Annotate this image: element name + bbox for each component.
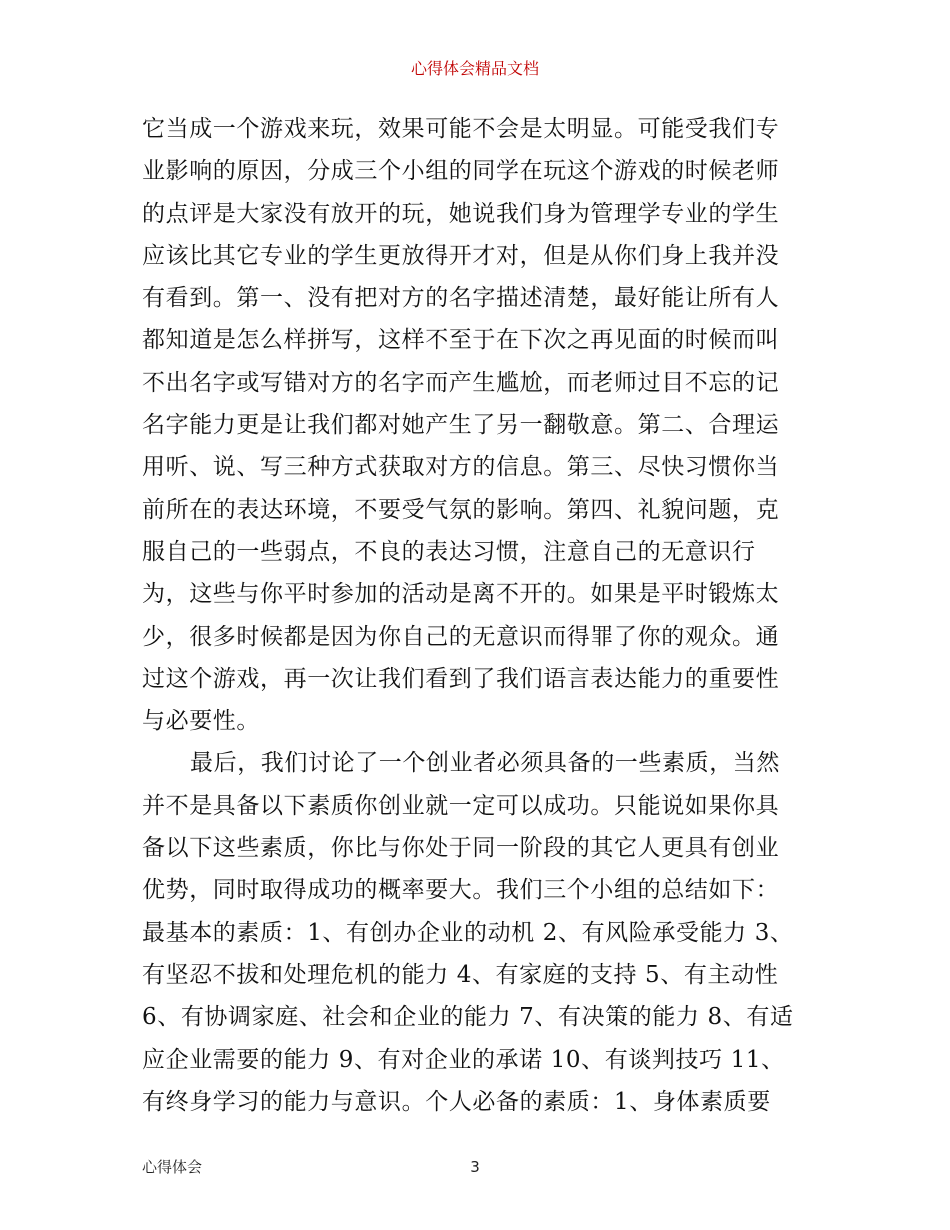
body-line: 与必要性。 <box>142 708 260 735</box>
body-line: 它当成一个游戏来玩，效果可能不会是太明显。可能受我们专 <box>142 116 780 142</box>
body-line: 少，很多时候都是因为你自己的无意识而得罪了你的观众。通 <box>142 623 780 650</box>
body-line: 服自己的一些弱点，不良的表达习惯，注意自己的无意识行 <box>142 538 756 565</box>
body-line: 不出名字或写错对方的名字而产生尴尬，而老师过目不忘的记 <box>142 369 780 396</box>
body-line: 6、有协调家庭、社会和企业的能力 7、有决策的能力 8、有适 <box>142 1004 794 1031</box>
body-line: 的点评是大家没有放开的玩，她说我们身为管理学专业的学生 <box>142 200 780 227</box>
body-line: 用听、说、写三种方式获取对方的信息。第三、尽快习惯你当 <box>142 454 780 481</box>
body-line: 应企业需要的能力 9、有对企业的承诺 10、有谈判技巧 11、 <box>142 1046 785 1073</box>
body-line: 有终身学习的能力与意识。个人必备的素质：1、身体素质要 <box>142 1088 771 1115</box>
body-line: 最基本的素质：1、有创办企业的动机 2、有风险承受能力 3、 <box>142 919 794 946</box>
footer-label: 心得体会 <box>142 1158 203 1176</box>
body-line: 并不是具备以下素质你创业就一定可以成功。只能说如果你具 <box>142 792 780 819</box>
body-line: 备以下这些素质，你比与你处于同一阶段的其它人更具有创业 <box>142 835 780 862</box>
body-line: 业影响的原因，分成三个小组的同学在玩这个游戏的时候老师 <box>142 158 780 185</box>
document-body <box>142 108 814 1123</box>
body-line: 优势，同时取得成功的概率要大。我们三个小组的总结如下： <box>142 877 780 904</box>
body-line: 过这个游戏，再一次让我们看到了我们语言表达能力的重要性 <box>142 665 780 692</box>
page-number: 3 <box>470 1158 480 1176</box>
body-line: 为，这些与你平时参加的活动是离不开的。如果是平时锻炼太 <box>142 581 780 608</box>
body-line: 前所在的表达环境，不要受气氛的影响。第四、礼貌问题，克 <box>142 496 780 523</box>
body-line: 应该比其它专业的学生更放得开才对，但是从你们身上我并没 <box>142 242 780 269</box>
body-line: 名字能力更是让我们都对她产生了另一翻敬意。第二、合理运 <box>142 412 780 439</box>
body-line: 都知道是怎么样拼写，这样不至于在下次之再见面的时候而叫 <box>142 327 780 354</box>
paragraph-start-line: 最后，我们讨论了一个创业者必须具备的一些素质，当然 <box>190 750 780 777</box>
page-header-title: 心得体会精品文档 <box>410 59 539 78</box>
page-footer <box>0 1156 950 1178</box>
body-line: 有看到。第一、没有把对方的名字描述清楚，最好能让所有人 <box>142 285 780 312</box>
body-line: 有坚忍不拔和处理危机的能力 4、有家庭的支持 5、有主动性 <box>142 961 779 988</box>
